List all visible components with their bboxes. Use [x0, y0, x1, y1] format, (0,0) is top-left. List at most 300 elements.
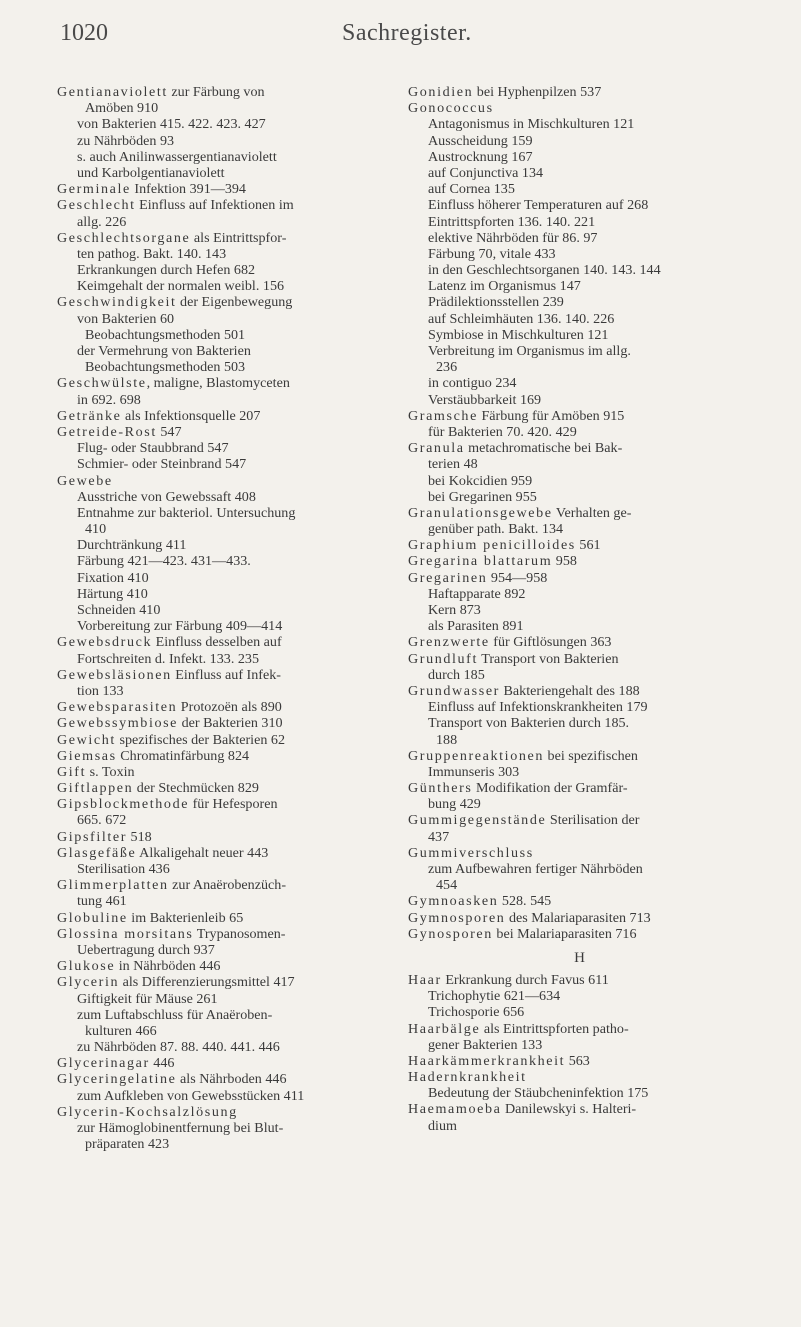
- index-text: Alkaligehalt neuer 443: [136, 844, 269, 861]
- index-headword: Haarbälge: [408, 1020, 481, 1037]
- index-entry: [408, 84, 753, 100]
- index-entry: [57, 408, 397, 424]
- index-subentry: [408, 197, 753, 213]
- index-entry: [57, 845, 397, 861]
- index-text: 547: [156, 423, 182, 440]
- index-headword: Gummigegenstände: [408, 812, 547, 829]
- index-subentry: [57, 359, 397, 375]
- index-text: in Nährböden 446: [115, 958, 221, 975]
- index-text: in 692. 698: [77, 391, 141, 408]
- index-entry: [57, 926, 397, 942]
- index-entry: [57, 181, 397, 197]
- index-text: Vorbereitung zur Färbung 409—414: [77, 618, 283, 635]
- index-entry: [57, 748, 397, 764]
- index-text: zur Färbung von: [167, 84, 265, 100]
- index-text: Danilewskyi s. Halteri-: [501, 1101, 637, 1118]
- index-text: Durchtränkung 411: [77, 537, 187, 554]
- index-entry: [408, 651, 753, 667]
- index-text: tion 133: [77, 682, 124, 699]
- index-headword: Gummiverschluss: [408, 844, 534, 861]
- index-text: Färbung 421—423. 431—433.: [77, 553, 251, 570]
- index-subentry: [57, 327, 397, 343]
- index-subentry: [408, 699, 753, 715]
- index-entry: [408, 893, 753, 909]
- index-text: Schneiden 410: [77, 602, 161, 618]
- index-headword: Günthers: [408, 780, 473, 797]
- index-text: Färbung 70, vitale 433: [428, 245, 556, 262]
- index-headword: Geschwindigkeit: [57, 294, 177, 311]
- index-entry: [408, 570, 753, 586]
- index-text: Einfluss auf Infektionskrankheiten 179: [428, 699, 648, 716]
- index-subentry: [408, 181, 753, 197]
- index-headword: Giemsas: [57, 747, 117, 764]
- index-subentry: [57, 392, 397, 408]
- index-headword: Gregarina blattarum: [408, 553, 553, 570]
- running-title: Sachregister.: [342, 20, 472, 46]
- index-headword: Haar: [408, 971, 442, 988]
- index-subentry: [408, 327, 753, 343]
- index-subentry: [57, 1120, 397, 1136]
- index-text: Protozoën als 890: [177, 699, 282, 716]
- index-headword: Glycerin-Kochsalzlösung: [57, 1103, 238, 1120]
- index-subentry: [408, 586, 753, 602]
- index-text: Sterilisation 436: [77, 861, 170, 877]
- index-headword: Gift: [57, 763, 87, 780]
- index-text: auf Cornea 135: [428, 181, 515, 198]
- index-headword: Gipsblockmethode: [57, 796, 190, 813]
- index-headword: Gymnosporen: [408, 909, 506, 926]
- index-text: Beobachtungsmethoden 501: [85, 326, 246, 343]
- index-text: Einfluss auf Infek-: [171, 666, 281, 683]
- index-text: Transport von Bakterien durch 185.: [428, 715, 630, 732]
- index-subentry: [408, 262, 753, 278]
- index-entry: [57, 230, 397, 246]
- index-text: Latenz im Organismus 147: [428, 278, 581, 295]
- index-entry: [408, 537, 753, 553]
- index-text: Modifikation der Gramfär-: [472, 780, 628, 797]
- index-headword: Glossina morsitans: [57, 925, 194, 942]
- index-subentry: [408, 165, 753, 181]
- index-subentry: [57, 262, 397, 278]
- index-headword: Gregarinen: [408, 569, 488, 586]
- index-text: Verhalten ge-: [552, 504, 632, 521]
- index-subentry: [57, 505, 397, 521]
- index-text: ten pathog. Bakt. 140. 143: [77, 245, 227, 262]
- index-subentry: [57, 942, 397, 958]
- index-text: zum Aufbewahren fertiger Nährböden: [428, 861, 643, 877]
- index-subentry: [408, 424, 753, 440]
- index-entry: [57, 877, 397, 893]
- index-headword: Gonidien: [408, 84, 474, 100]
- index-text: zur Hämoglobinentfernung bei Blut-: [77, 1120, 284, 1136]
- index-entry: [57, 84, 397, 100]
- index-headword: Haemamoeba: [408, 1101, 502, 1118]
- index-text: Giftigkeit für Mäuse 261: [77, 990, 218, 1007]
- index-entry: [408, 408, 753, 424]
- index-entry: [408, 634, 753, 650]
- index-subentry: [408, 489, 753, 505]
- index-subentry: [57, 683, 397, 699]
- index-entry: [57, 732, 397, 748]
- index-entry: [57, 634, 397, 650]
- index-headword: Glasgefäße: [57, 844, 137, 861]
- index-text: bei Hyphenpilzen 537: [473, 84, 602, 100]
- index-entry: [408, 553, 753, 569]
- index-text: Trichosporie 656: [428, 1004, 525, 1021]
- index-text: als Nährboden 446: [176, 1071, 287, 1088]
- index-entry: [408, 505, 753, 521]
- index-text: Verstäubbarkeit 169: [428, 391, 542, 408]
- index-text: Immunseris 303: [428, 763, 520, 780]
- index-headword: Gonococcus: [408, 100, 494, 117]
- index-text: zum Luftabschluss für Anaëroben-: [77, 1006, 273, 1023]
- index-subentry: [408, 732, 753, 748]
- index-text: Prädilektionsstellen 239: [428, 294, 564, 311]
- index-column-left: [57, 84, 397, 1152]
- index-subentry: [57, 165, 397, 181]
- index-subentry: [57, 116, 397, 132]
- index-text: Erkrankungen durch Hefen 682: [77, 262, 256, 279]
- index-subentry: [408, 796, 753, 812]
- index-subentry: [408, 618, 753, 634]
- index-text: Entnahme zur bakteriol. Untersuchung: [77, 504, 296, 521]
- index-text: tung 461: [77, 893, 127, 910]
- index-text: als Infektionsquelle 207: [121, 407, 261, 424]
- index-text: in contiguo 234: [428, 375, 517, 392]
- index-text: 954—958: [487, 569, 548, 586]
- index-headword: Gewicht: [57, 731, 116, 748]
- index-text: 454: [436, 877, 458, 894]
- index-text: zum Aufkleben von Gewebsstücken 411: [77, 1087, 305, 1104]
- index-subentry: [408, 359, 753, 375]
- index-subentry: [408, 1118, 753, 1134]
- index-text: Fixation 410: [77, 569, 149, 586]
- index-subentry: [408, 392, 753, 408]
- index-text: Färbung für Amöben 915: [477, 407, 625, 424]
- index-text: kulturen 466: [85, 1022, 157, 1039]
- index-text: , maligne, Blastomyceten: [146, 375, 290, 392]
- index-headword: Gewebe: [57, 472, 113, 489]
- index-text: 446: [149, 1055, 175, 1072]
- index-subentry: [57, 1136, 397, 1152]
- index-entry: [57, 829, 397, 845]
- index-text: Uebertragung durch 937: [77, 941, 215, 958]
- index-text: terien 48: [428, 456, 478, 473]
- index-text: dium: [428, 1117, 457, 1134]
- index-text: Bedeutung der Stäubcheninfektion 175: [428, 1085, 649, 1102]
- index-text: bung 429: [428, 796, 481, 813]
- index-entry: [408, 972, 753, 988]
- index-text: genüber path. Bakt. 134: [428, 521, 564, 538]
- index-entry: [57, 764, 397, 780]
- index-subentry: [57, 861, 397, 877]
- index-subentry: [408, 1004, 753, 1020]
- index-text: 958: [552, 553, 577, 570]
- index-entry: [57, 699, 397, 715]
- index-headword: Gewebsdruck: [57, 634, 153, 651]
- index-entry: [57, 780, 397, 796]
- index-subentry: [408, 667, 753, 683]
- index-text: bei Malariaparasiten 716: [492, 925, 637, 942]
- index-column-right: [408, 84, 753, 1134]
- index-subentry: [57, 214, 397, 230]
- index-entry: [408, 926, 753, 942]
- index-subentry: [57, 991, 397, 1007]
- index-text: Härtung 410: [77, 585, 148, 602]
- index-subentry: [57, 1039, 397, 1055]
- index-text: Trypanosomen-: [193, 925, 286, 942]
- index-subentry: [57, 553, 397, 569]
- index-text: als Parasiten 891: [428, 618, 524, 635]
- index-subentry: [57, 570, 397, 586]
- index-subentry: [57, 489, 397, 505]
- index-text: Trichophytie 621—634: [428, 988, 561, 1005]
- index-text: des Malariaparasiten 713: [505, 909, 651, 926]
- index-text: metachromatische bei Bak-: [464, 440, 623, 457]
- index-text: als Differenzierungsmittel 417: [119, 974, 295, 991]
- index-text: auf Schleimhäuten 136. 140. 226: [428, 310, 615, 327]
- index-entry: [408, 780, 753, 796]
- index-entry: [57, 1055, 397, 1071]
- index-subentry: [57, 1007, 397, 1023]
- index-text: Austrocknung 167: [428, 148, 533, 165]
- index-headword: Geschlecht: [57, 197, 136, 214]
- index-text: in den Geschlechtsorganen 140. 143. 144: [428, 262, 661, 279]
- index-text: Chromatinfärbung 824: [116, 747, 250, 764]
- index-headword: Geschlechtsorgane: [57, 229, 191, 246]
- index-entry: [57, 197, 397, 213]
- index-headword: Granulationsgewebe: [408, 504, 553, 521]
- index-subentry: [408, 116, 753, 132]
- index-text: Haftapparate 892: [428, 585, 526, 602]
- index-headword: Graphium penicilloides: [408, 537, 576, 554]
- index-text: 665. 672: [77, 812, 127, 829]
- index-subentry: [408, 1085, 753, 1101]
- index-text: elektive Nährböden für 86. 97: [428, 229, 598, 246]
- index-text: Amöben 910: [85, 100, 159, 117]
- index-headword: Grundwasser: [408, 682, 500, 699]
- index-text: im Bakterienleib 65: [127, 909, 244, 926]
- index-headword: Giftlappen: [57, 780, 134, 797]
- index-text: Flug- oder Staubbrand 547: [77, 440, 229, 457]
- index-headword: Germinale: [57, 181, 131, 198]
- index-entry: [408, 845, 753, 861]
- index-text: von Bakterien 60: [77, 310, 175, 327]
- index-subentry: [408, 278, 753, 294]
- index-text: als Eintrittspforten patho-: [480, 1020, 629, 1037]
- index-text: 236: [436, 359, 458, 376]
- index-subentry: [408, 294, 753, 310]
- index-subentry: [408, 230, 753, 246]
- index-text: als Eintrittspfor-: [190, 229, 287, 246]
- index-headword: Gynosporen: [408, 925, 493, 942]
- index-text: zu Nährböden 93: [77, 132, 175, 149]
- index-subentry: [408, 829, 753, 845]
- index-entry: [408, 100, 753, 116]
- index-headword: Gentianaviolett: [57, 84, 168, 100]
- index-text: Ausstriche von Gewebssaft 408: [77, 488, 256, 505]
- index-entry: [408, 1053, 753, 1069]
- index-text: durch 185: [428, 666, 485, 683]
- index-subentry: [57, 586, 397, 602]
- page-number: 1020: [60, 20, 108, 46]
- index-headword: Gramsche: [408, 407, 478, 424]
- index-text: zur Anaërobenzüch-: [168, 877, 287, 894]
- index-text: Eintrittspforten 136. 140. 221: [428, 213, 596, 230]
- index-text: Infektion 391—394: [130, 181, 246, 198]
- index-subentry: [57, 618, 397, 634]
- index-headword: Hadernkrankheit: [408, 1069, 527, 1086]
- index-headword: Globuline: [57, 909, 128, 926]
- index-text: Antagonismus in Mischkulturen 121: [428, 116, 635, 133]
- index-text: der Vermehrung von Bakterien: [77, 343, 251, 359]
- index-subentry: [408, 214, 753, 230]
- index-text: für Giftlösungen 363: [489, 634, 612, 651]
- index-text: bei spezifischen: [544, 747, 638, 764]
- index-text: Verbreitung im Organismus im allg.: [428, 343, 631, 359]
- index-subentry: [57, 1023, 397, 1039]
- index-text: Bakteriengehalt des 188: [499, 682, 640, 699]
- index-subentry: [408, 149, 753, 165]
- index-entry: [408, 748, 753, 764]
- index-subentry: [57, 440, 397, 456]
- index-subentry: [57, 246, 397, 262]
- index-subentry: [408, 861, 753, 877]
- index-subentry: [408, 343, 753, 359]
- index-headword: Gewebsparasiten: [57, 699, 178, 716]
- index-subentry: [408, 602, 753, 618]
- index-text: Einfluss auf Infektionen im: [135, 197, 294, 214]
- index-text: bei Gregarinen 955: [428, 488, 537, 505]
- index-subentry: [57, 651, 397, 667]
- index-entry: [408, 440, 753, 456]
- index-subentry: [408, 715, 753, 731]
- index-subentry: [408, 473, 753, 489]
- index-text: Fortschreiten d. Infekt. 133. 235: [77, 650, 260, 667]
- index-subentry: [57, 133, 397, 149]
- index-subentry: [57, 893, 397, 909]
- index-text: bei Kokcidien 959: [428, 472, 533, 489]
- index-text: Sterilisation der: [546, 812, 640, 829]
- index-text: Ausscheidung 159: [428, 132, 533, 149]
- index-text: s. Toxin: [86, 763, 135, 780]
- index-headword: Gymnoasken: [408, 893, 499, 910]
- index-text: zu Nährböden 87. 88. 440. 441. 446: [77, 1039, 280, 1056]
- index-text: der Bakterien 310: [178, 715, 283, 732]
- index-subentry: [57, 521, 397, 537]
- index-headword: Gruppenreaktionen: [408, 747, 544, 764]
- index-subentry: [408, 456, 753, 472]
- index-text: von Bakterien 415. 422. 423. 427: [77, 116, 266, 133]
- index-text: allg. 226: [77, 213, 127, 230]
- index-entry: [408, 812, 753, 828]
- index-text: 561: [575, 537, 601, 554]
- index-text: 518: [127, 828, 152, 845]
- index-entry: [57, 1104, 397, 1120]
- index-entry: [408, 1069, 753, 1085]
- index-entry: [408, 683, 753, 699]
- page-header: [0, 20, 801, 60]
- index-headword: Glimmerplatten: [57, 877, 169, 894]
- index-entry: [57, 473, 397, 489]
- index-text: und Karbolgentianaviolett: [77, 164, 225, 181]
- index-headword: Gipsfilter: [57, 828, 128, 845]
- index-entry: [57, 294, 397, 310]
- index-text: 188: [436, 731, 458, 748]
- index-subentry: [57, 278, 397, 294]
- index-headword: Glycerin: [57, 974, 120, 991]
- index-text: auf Conjunctiva 134: [428, 164, 544, 181]
- index-subentry: [408, 311, 753, 327]
- index-text: Transport von Bakterien: [477, 650, 619, 667]
- index-subentry: [57, 1088, 397, 1104]
- index-text: Einfluss höherer Temperaturen auf 268: [428, 197, 649, 214]
- index-subentry: [57, 812, 397, 828]
- index-subentry: [57, 602, 397, 618]
- index-subentry: [408, 877, 753, 893]
- index-text: 528. 545: [498, 893, 552, 910]
- index-subentry: [408, 246, 753, 262]
- index-text: Einfluss desselben auf: [152, 634, 282, 651]
- index-text: Schmier- oder Steinbrand 547: [77, 456, 247, 473]
- index-subentry: [57, 100, 397, 116]
- index-headword: Glycerinagar: [57, 1055, 150, 1072]
- index-headword: Gewebssymbiose: [57, 715, 179, 732]
- index-headword: Granula: [408, 440, 465, 457]
- index-text: präparaten 423: [85, 1136, 170, 1153]
- index-entry: [408, 910, 753, 926]
- section-letter: H: [574, 949, 587, 966]
- index-headword: Haarkämmerkrankheit: [408, 1052, 566, 1069]
- index-text: spezifisches der Bakterien 62: [115, 731, 286, 748]
- index-entry: [57, 910, 397, 926]
- index-entry: [57, 1071, 397, 1087]
- index-headword: Geschwülste: [57, 375, 147, 392]
- index-text: der Stechmücken 829: [133, 780, 259, 797]
- index-text: Beobachtungsmethoden 503: [85, 359, 246, 376]
- index-subentry: [57, 149, 397, 165]
- index-entry: [57, 424, 397, 440]
- index-text: gener Bakterien 133: [428, 1036, 543, 1053]
- index-text: für Hefesporen: [189, 796, 278, 813]
- index-text: 410: [85, 521, 107, 538]
- index-entry: [57, 974, 397, 990]
- index-subentry: [408, 764, 753, 780]
- index-entry: [57, 667, 397, 683]
- index-entry: [57, 796, 397, 812]
- index-text: der Eigenbewegung: [176, 294, 293, 311]
- index-entry: [408, 1021, 753, 1037]
- index-headword: Grundluft: [408, 650, 478, 667]
- index-subentry: [408, 133, 753, 149]
- index-subentry: [57, 311, 397, 327]
- index-subentry: [57, 456, 397, 472]
- index-text: 563: [565, 1052, 590, 1069]
- index-text: Keimgehalt der normalen weibl. 156: [77, 278, 285, 295]
- index-headword: Getreide-Rost: [57, 423, 157, 440]
- index-entry: [57, 375, 397, 391]
- index-headword: Glyceringelatine: [57, 1071, 177, 1088]
- index-subentry: [408, 1037, 753, 1053]
- index-subentry: [408, 521, 753, 537]
- index-text: für Bakterien 70. 420. 429: [428, 423, 577, 440]
- index-headword: Grenzwerte: [408, 634, 490, 651]
- index-subentry: [57, 537, 397, 553]
- index-entry: [408, 1101, 753, 1117]
- index-text: Kern 873: [428, 602, 481, 618]
- index-entry: [57, 715, 397, 731]
- index-headword: Gewebsläsionen: [57, 666, 172, 683]
